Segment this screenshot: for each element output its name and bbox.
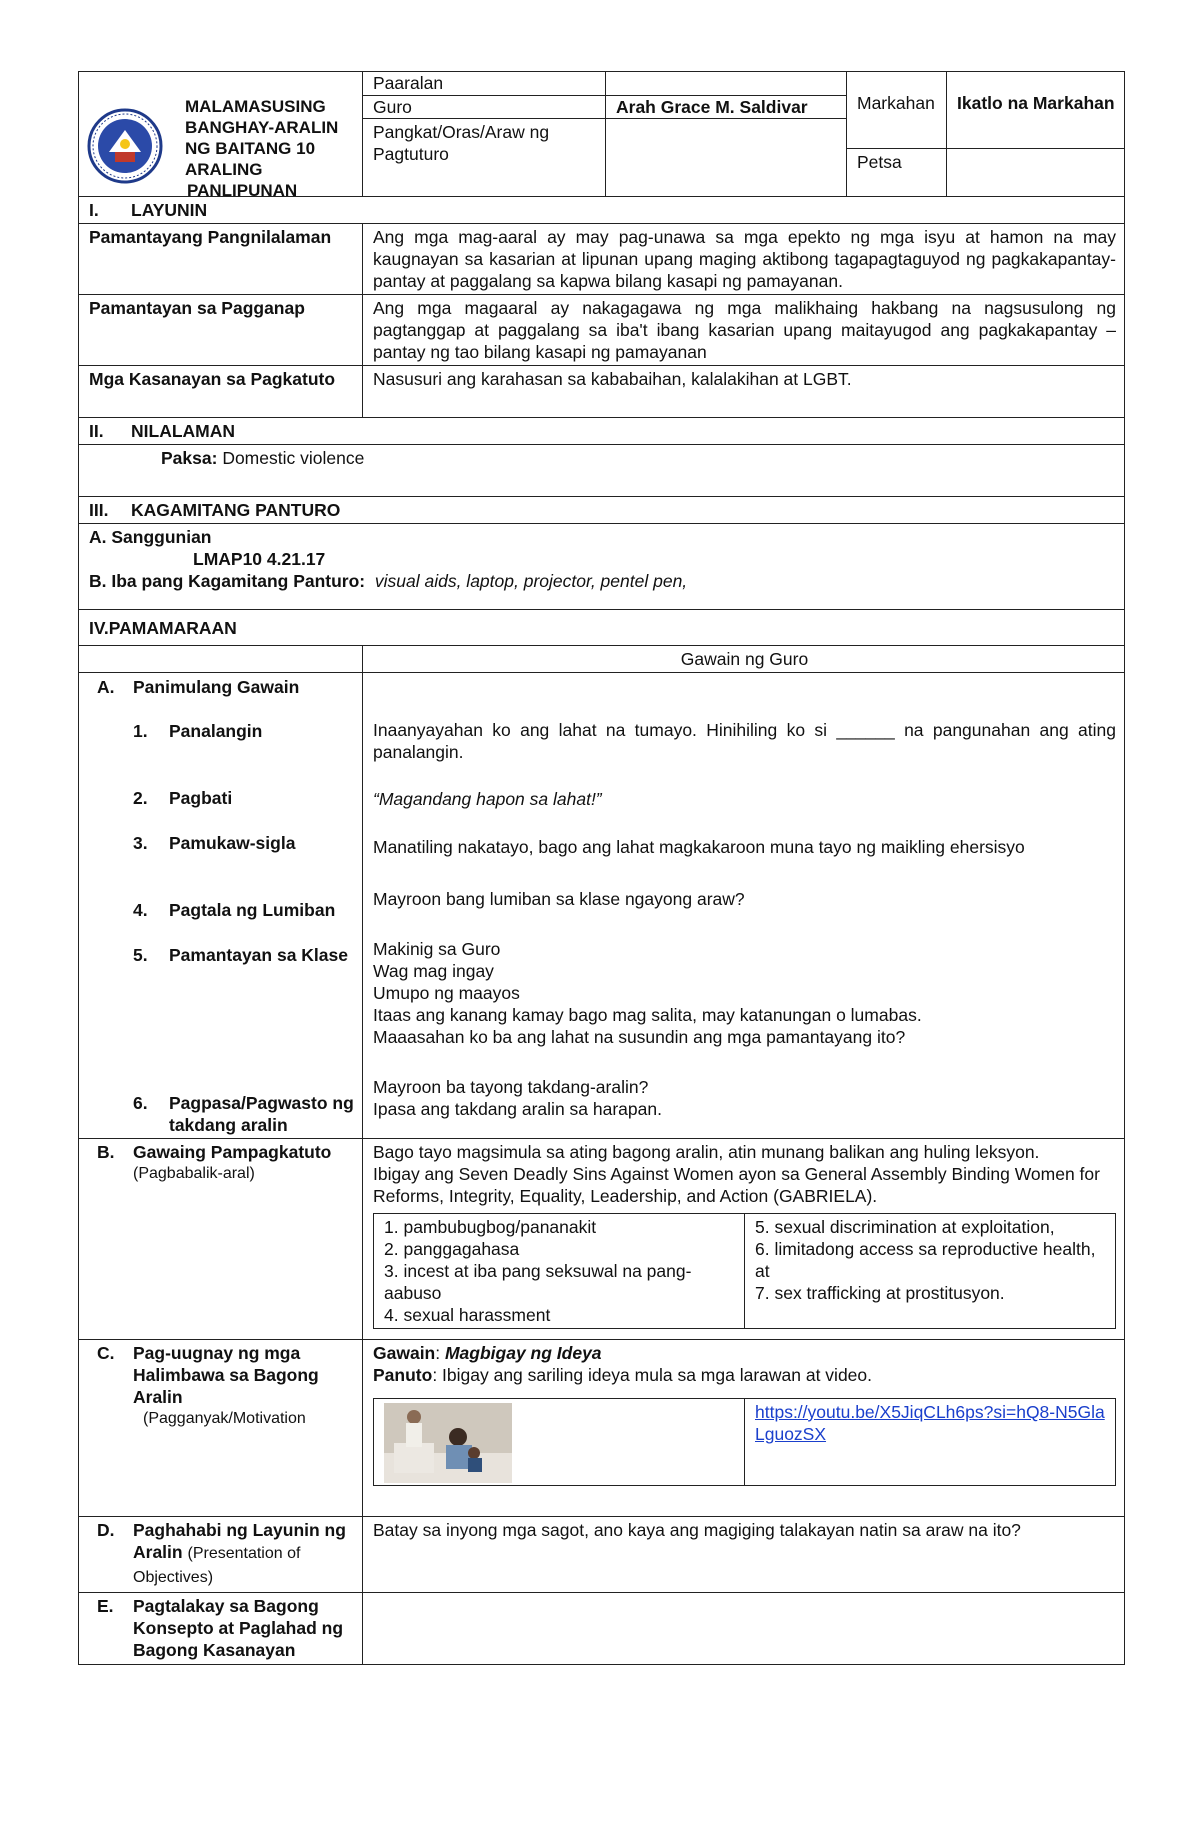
- lesson-plan-title: MALAMASUSING BANGHAY-ARALIN NG BAITANG 10 ARALING PANLIPUNAN: [185, 97, 339, 200]
- pamamaraan-header-blank: [79, 646, 363, 673]
- kasanayan-text: Nasusuri ang karahasan sa kababaihan, kalalakihan at LGBT.: [363, 366, 1125, 418]
- step-label: 4. Pagtala ng Lumiban: [133, 900, 336, 920]
- section-layunin-heading: I. LAYUNIN: [79, 197, 1125, 224]
- pangkat-label: Pangkat/Oras/Araw ng Pagtuturo: [363, 119, 606, 197]
- petsa-value: [947, 149, 1125, 197]
- header-logo-cell: [79, 72, 363, 200]
- motivation-media-table: [373, 1398, 1116, 1486]
- iba-pang-kagamitan: B. Iba pang Kagamitang Panturo: visual aids, laptop, projector, pentel pen,: [89, 571, 688, 591]
- sins-left-column: 1. pambubugbog/pananakit 2. panggagahasa 3. incest at iba pang seksuwal na pang-aabuso 4. sexual harassment: [374, 1214, 745, 1329]
- pagtalakay-content: [363, 1593, 1125, 1665]
- step-label: 6. Pagpasa/Pagwasto ng takdang aralin: [133, 1093, 354, 1135]
- guro-value: Arah Grace M. Saldivar: [606, 96, 847, 119]
- lesson-plan-page: [78, 71, 1124, 1665]
- panalangin-text: Inaanyayahan ko ang lahat na tumayo. Hinihiling ko si ______ na pangunahan ang ating panalangin.: [373, 720, 1116, 762]
- guro-label: Guro: [363, 96, 606, 119]
- domestic-violence-photo: [384, 1403, 512, 1483]
- panimulang-gawain-column: [79, 673, 363, 1139]
- paghahabi-text: Batay sa inyong mga sagot, ano kaya ang magiging talakayan natin sa araw na ito?: [363, 1517, 1125, 1593]
- section-nilalaman-heading: II. NILALAMAN: [79, 418, 1125, 445]
- gawaing-pampagkatuto-label: B. Gawaing Pampagkatuto (Pagbabalik-aral): [79, 1139, 363, 1340]
- pamantayan-pagganap-label: Pamantayan sa Pagganap: [79, 295, 363, 366]
- lesson-plan-table: [78, 71, 1125, 1665]
- pamantayan-list: Makinig sa Guro Wag mag ingay Umupo ng maayos Itaas ang kanang kamay bago mag salita, may katanungan o lumabas. Maaasahan ko ba ang lahat na susundin ang mga pamantayang ito?: [373, 939, 922, 1047]
- pagtalakay-label: E. Pagtalakay sa Bagong Konsepto at Paglahad ng Bagong Kasanayan: [79, 1593, 363, 1665]
- seven-deadly-sins-table: [373, 1213, 1116, 1329]
- paaralan-label: Paaralan: [363, 72, 606, 96]
- step-label: 1. Panalangin: [133, 721, 263, 741]
- gawaing-pampagkatuto-content: Bago tayo magsimula sa ating bagong aralin, atin munang balikan ang huling leksyon. Ibigay ang Seven Deadly Sins Against Women ayon sa General Assembly Binding Women for Reforms, Integrity, Equality, Leadership, and Action (GABRIELA). 1. pambubugbog/pananakit 2. panggagahasa 3. incest at iba pang seksuwal na pang-aabuso 4. sexual harassment 5. sexual discrimination at exploitation, 6. limitadong access sa reproductive health, at 7. sex trafficking at prostitusyon.: [363, 1139, 1125, 1340]
- markahan-label: Markahan: [847, 72, 947, 149]
- kagamitan-body: [79, 524, 1125, 610]
- gawain-ng-guro-header: Gawain ng Guro: [363, 646, 1125, 673]
- sins-right-column: 5. sexual discrimination at exploitation, 6. limitadong access sa reproductive health, at 7. sex trafficking at prostitusyon.: [745, 1214, 1116, 1329]
- pangkat-value: [606, 119, 847, 197]
- motivation-image-cell: [374, 1399, 745, 1486]
- motivation-link-cell: [745, 1399, 1116, 1486]
- pag-uugnay-content: Gawain: Magbigay ng Ideya Panuto: Ibigay ang sariling ideya mula sa mga larawan at video. https://youtu.be/X5JiqCLh6ps?si=hQ8-N5GlaLguozSX: [363, 1340, 1125, 1517]
- pamukaw-sigla-text: Manatiling nakatayo, bago ang lahat magkakaroon muna tayo ng maikling ehersisyo: [373, 837, 1025, 857]
- step-label: 5. Pamantayan sa Klase: [133, 945, 348, 965]
- section-pamamaraan-heading: IV.PAMAMARAAN: [79, 610, 1125, 646]
- step-label: 2. Pagbati: [133, 788, 233, 808]
- pag-uugnay-label: C. Pag-uugnay ng mga Halimbawa sa Bagong Aralin (Pagganyak/Motivation: [79, 1340, 363, 1517]
- deped-seal-icon: [87, 108, 163, 184]
- step-label: 3. Pamukaw-sigla: [133, 833, 296, 853]
- paghahabi-label: D. Paghahabi ng Layunin ng Aralin (Presentation of Objectives): [79, 1517, 363, 1593]
- panimulang-gawain-title: A. Panimulang Gawain: [97, 677, 300, 697]
- sanggunian-value: LMAP10 4.21.17: [193, 549, 326, 569]
- pamantayan-pagganap-text: Ang mga magaaral ay nakagagawa ng mga malikhaing hakbang na nagsusulong ng pagtanggap at paggalang sa iba't ibang kasarian upang maitayugod ang pagkakapantay – pantay ng tao bilang kasapi ng pamayanan: [363, 295, 1125, 366]
- pagbati-text: “Magandang hapon sa lahat!”: [373, 789, 602, 809]
- pamantayang-pangnilalaman-label: Pamantayang Pangnilalaman: [79, 224, 363, 295]
- petsa-label: Petsa: [847, 149, 947, 197]
- pagtala-text: Mayroon bang lumiban sa klase ngayong araw?: [373, 889, 745, 909]
- takdang-aralin-text: Mayroon ba tayong takdang-aralin? Ipasa ang takdang aralin sa harapan.: [373, 1077, 662, 1119]
- pamantayang-pangnilalaman-text: Ang mga mag-aaral ay may pag-unawa sa mga epekto ng mga isyu at hamon na may kaugnayan sa kasarian at lipunan upang maging aktibong tagapagtaguyod ng pagkakapantay-pantay at paggalang sa kapwa bilang kasapi ng pamayanan.: [363, 224, 1125, 295]
- panimulang-gawain-content: [363, 673, 1125, 1139]
- markahan-value: Ikatlo na Markahan: [947, 72, 1125, 149]
- kasanayan-label: Mga Kasanayan sa Pagkatuto: [79, 366, 363, 418]
- section-kagamitan-heading: III. KAGAMITANG PANTURO: [79, 497, 1125, 524]
- sanggunian-label: A. Sanggunian: [89, 527, 212, 547]
- youtube-video-link[interactable]: https://youtu.be/X5JiqCLh6ps?si=hQ8-N5GlaLguozSX: [755, 1402, 1105, 1444]
- paksa-row: Paksa: Domestic violence: [79, 445, 1125, 497]
- paaralan-value: [606, 72, 847, 96]
